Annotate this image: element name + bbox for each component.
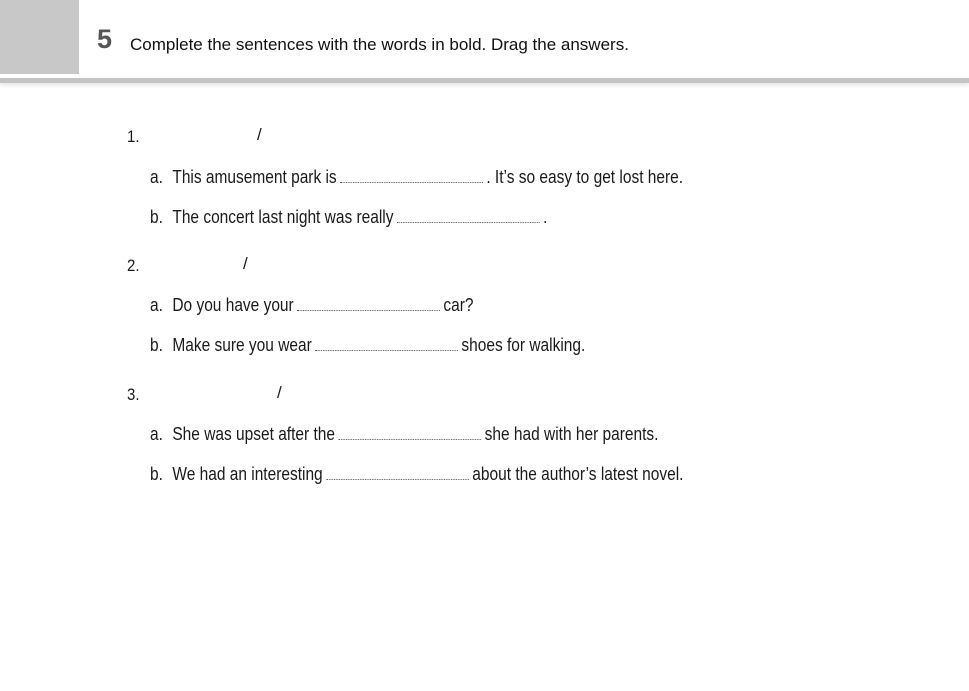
sentence-letter: b. (150, 335, 163, 355)
sentence-text-before: Make sure you wear (172, 335, 312, 355)
sentence-text-after: . (543, 207, 548, 227)
answer-drop-target[interactable] (340, 168, 483, 183)
sentence-letter: b. (150, 464, 163, 484)
sentence-letter: a. (150, 424, 163, 444)
answer-drop-target[interactable] (338, 425, 481, 440)
sentence-text-before: The concert last night was really (172, 207, 394, 227)
sentence-letter: a. (150, 295, 163, 315)
item-number: 2. (127, 256, 140, 275)
answer-drop-target[interactable] (297, 296, 440, 311)
sentence-1b (150, 207, 547, 228)
sentence-text-before: This amusement park is (172, 167, 337, 187)
sentence-text-after: . It’s so easy to get lost here. (486, 167, 684, 187)
exercise-number: 5 (97, 24, 113, 54)
exercise-instructions: Complete the sentences with the words in bold. Drag the answers. (130, 35, 629, 54)
sentence-text-after: about the author’s latest novel. (472, 464, 684, 484)
word-separator: / (243, 254, 248, 273)
sentence-letter: a. (150, 167, 163, 187)
sentence-text-after: shoes for walking. (461, 335, 586, 355)
answer-drop-target[interactable] (326, 465, 469, 480)
sentence-2a (150, 295, 473, 316)
item-number: 1. (127, 127, 140, 146)
answer-drop-target[interactable] (315, 336, 458, 351)
answer-drop-target[interactable] (397, 208, 540, 223)
sentence-text-before: She was upset after the (172, 424, 336, 444)
header-tab (0, 0, 79, 74)
sentence-text-before: We had an interesting (172, 464, 323, 484)
word-separator: / (277, 383, 282, 402)
sentence-text-after: car? (443, 295, 474, 315)
sentence-1a (150, 167, 683, 188)
sentence-3a (150, 424, 658, 445)
exercise-header (0, 0, 969, 74)
item-number: 3. (127, 385, 140, 404)
sentence-text-before: Do you have your (172, 295, 294, 315)
sentence-text-after: she had with her parents. (484, 424, 659, 444)
header-divider (0, 78, 969, 83)
word-separator: / (257, 125, 262, 144)
sentence-2b (150, 335, 585, 356)
sentence-letter: b. (150, 207, 163, 227)
sentence-3b (150, 464, 683, 485)
